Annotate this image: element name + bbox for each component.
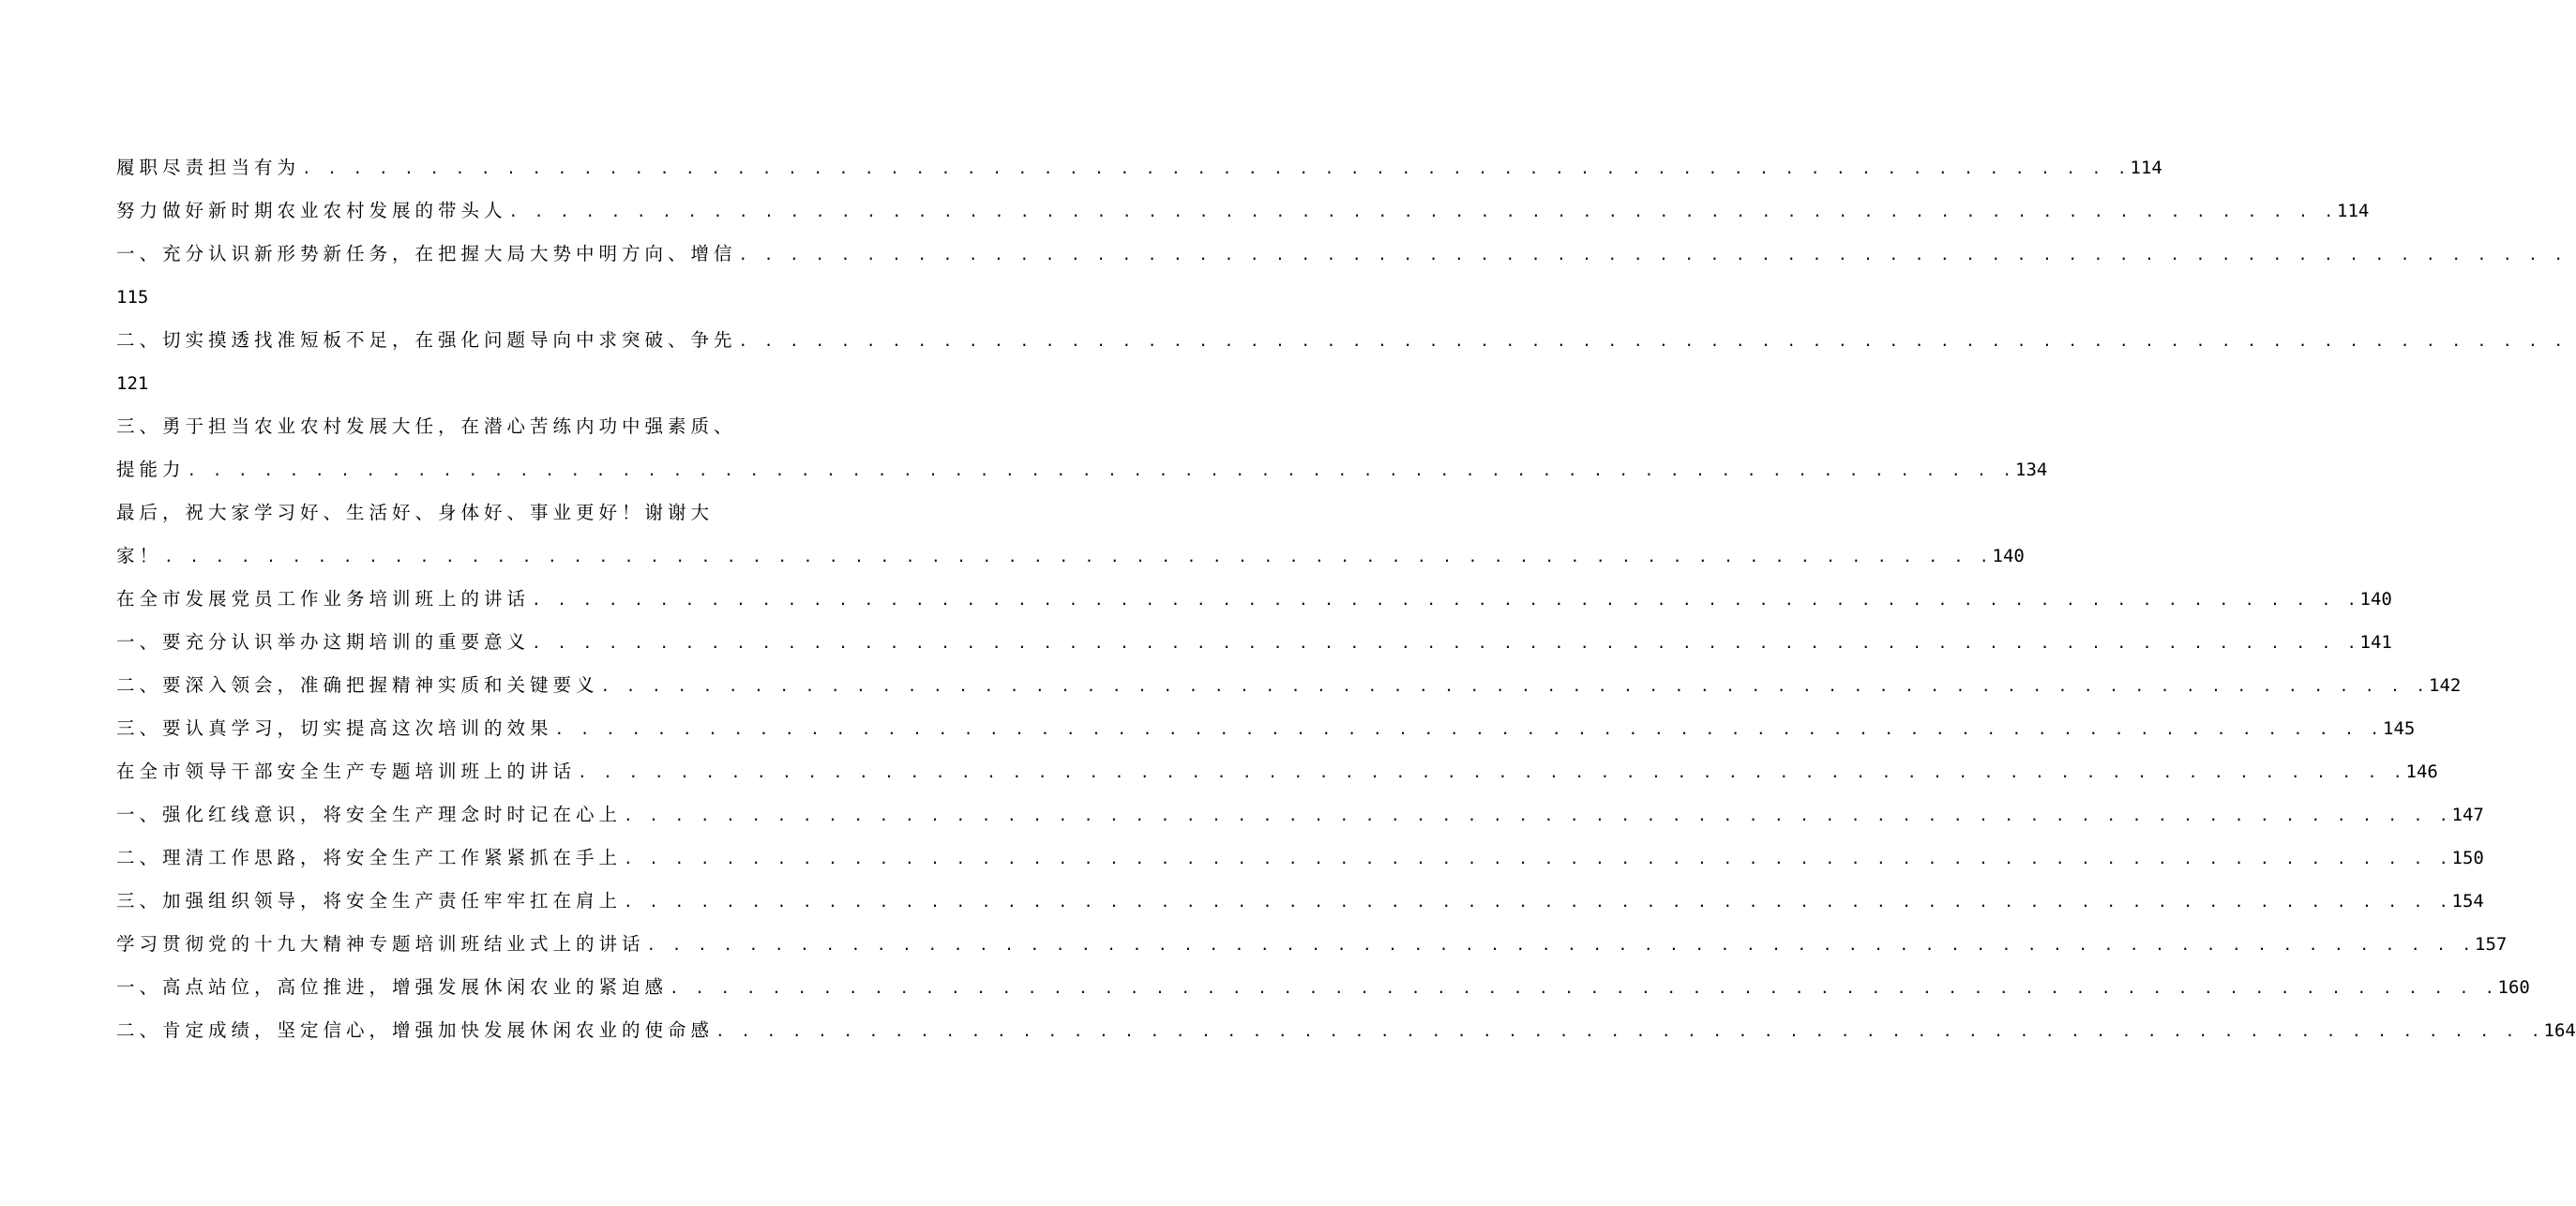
toc-line bbox=[116, 793, 2484, 837]
toc-page-number: 142 bbox=[2429, 675, 2462, 696]
toc-entry[interactable] bbox=[116, 146, 2162, 189]
dot-leader: . . . . . . . . . . . . . . . . . . . . . . . . . . . . . . . . . . . . . . . . . . . . . . . . . . . . . . . . . . . . . . . . . . . . . . . . bbox=[646, 936, 2476, 954]
toc-page-number: 114 bbox=[2130, 158, 2162, 178]
toc-line bbox=[116, 189, 2370, 233]
toc-line bbox=[116, 880, 2484, 923]
toc-line bbox=[116, 923, 2508, 966]
toc-page-number: 121 bbox=[116, 373, 149, 394]
toc-line bbox=[116, 837, 2484, 880]
dot-leader: . . . . . . . . . . . . . . . . . . . . . . . . . . . . . . . . . . . . . . . . . . . . . . . . . . . . . . . . . . . . . . . . . . . . . . . . bbox=[738, 332, 2568, 350]
toc-line bbox=[116, 448, 2048, 491]
toc-entry-title: 二、理清工作思路，将安全生产工作紧紧抓在手上 bbox=[116, 847, 623, 868]
toc-entry-title: 提能力 bbox=[116, 459, 186, 480]
toc-line bbox=[116, 621, 2392, 664]
table-of-contents bbox=[116, 146, 2576, 1052]
toc-entry-title: 家！ bbox=[116, 545, 163, 566]
toc-entry-title: 一、强化红线意识，将安全生产理念时时记在心上 bbox=[116, 804, 623, 825]
dot-leader: . . . . . . . . . . . . . . . . . . . . . . . . . . . . . . . . . . . . . . . . . . . . . . . . . . . . . . . . . . . . . . . . . . . . . . . . bbox=[164, 548, 1993, 565]
dot-leader: . . . . . . . . . . . . . . . . . . . . . . . . . . . . . . . . . . . . . . . . . . . . . . . . . . . . . . . . . . . . . . . . . . . . . . . . bbox=[670, 979, 2498, 997]
toc-entry[interactable] bbox=[116, 491, 2025, 578]
toc-entry[interactable] bbox=[116, 880, 2484, 923]
toc-entry[interactable] bbox=[116, 707, 2416, 750]
toc-entry-title: 一、高点站位，高位推进，增强发展休闲农业的紧迫感 bbox=[116, 976, 669, 998]
dot-leader: . . . . . . . . . . . . . . . . . . . . . . . . . . . . . . . . . . . . . . . . . . . . . . . . . . . . . . . . . . . . . . . . . . . . . . . . bbox=[508, 203, 2338, 220]
dot-leader: . . . . . . . . . . . . . . . . . . . . . . . . . . . . . . . . . . . . . . . . . . . . . . . . . . . . . . . . . . . . . . . . . . . . . . . . bbox=[532, 591, 2360, 609]
toc-entry-title: 三、勇于担当农业农村发展大任，在潜心苦练内功中强素质、 bbox=[116, 415, 737, 437]
toc-page-number: 114 bbox=[2337, 201, 2370, 221]
toc-line bbox=[116, 535, 2025, 578]
toc-line bbox=[116, 664, 2462, 707]
toc-entry-title: 二、切实摸透找准短板不足，在强化问题导向中求突破、争先 bbox=[116, 329, 737, 351]
toc-line bbox=[116, 319, 2568, 362]
toc-entry-title: 三、要认真学习，切实提高这次培训的效果 bbox=[116, 717, 553, 739]
toc-page-number: 160 bbox=[2497, 977, 2530, 998]
toc-entry[interactable] bbox=[116, 837, 2484, 880]
toc-entry[interactable] bbox=[116, 578, 2392, 621]
toc-line bbox=[116, 405, 842, 448]
toc-page-number: 140 bbox=[2359, 589, 2392, 610]
toc-page-number: 141 bbox=[2359, 632, 2392, 653]
toc-entry[interactable] bbox=[116, 750, 2438, 793]
toc-page-number: 150 bbox=[2451, 848, 2484, 868]
toc-page-number: 140 bbox=[1992, 546, 2025, 566]
toc-line bbox=[116, 491, 842, 535]
toc-entry[interactable] bbox=[116, 319, 2568, 405]
toc-line bbox=[116, 233, 2568, 276]
dot-leader: . . . . . . . . . . . . . . . . . . . . . . . . . . . . . . . . . . . . . . . . . . . . . . . . . . . . . . . . . . . . . . . . . . . . . . . . bbox=[532, 634, 2360, 652]
dot-leader: . . . . . . . . . . . . . . . . . . . . . . . . . . . . . . . . . . . . . . . . . . . . . . . . . . . . . . . . . . . . . . . . . . . . . . . . bbox=[600, 677, 2430, 695]
dot-leader: . . . . . . . . . . . . . . . . . . . . . . . . . . . . . . . . . . . . . . . . . . . . . . . . . . . . . . . . . . . . . . . . . . . . . . . . bbox=[578, 763, 2406, 781]
toc-page-number: 154 bbox=[2451, 891, 2484, 912]
toc-entry[interactable] bbox=[116, 923, 2508, 966]
toc-entry[interactable] bbox=[116, 621, 2392, 664]
toc-line bbox=[116, 966, 2530, 1009]
toc-entry-title: 二、要深入领会，准确把握精神实质和关键要义 bbox=[116, 674, 599, 696]
toc-page-number: 145 bbox=[2383, 718, 2416, 739]
toc-entry-title: 在全市领导干部安全生产专题培训班上的讲话 bbox=[116, 761, 577, 782]
toc-entry-title: 一、要充分认识举办这期培训的重要意义 bbox=[116, 631, 531, 653]
toc-line bbox=[116, 750, 2438, 793]
toc-entry-title: 履职尽责担当有为 bbox=[116, 157, 301, 178]
dot-leader: . . . . . . . . . . . . . . . . . . . . . . . . . . . . . . . . . . . . . . . . . . . . . . . . . . . . . . . . . . . . . . . . . . . . . . . . bbox=[624, 893, 2452, 911]
toc-entry-title: 一、充分认识新形势新任务，在把握大局大势中明方向、增信 bbox=[116, 243, 737, 264]
toc-entry-title: 在全市发展党员工作业务培训班上的讲话 bbox=[116, 588, 531, 610]
toc-page-number: 147 bbox=[2451, 805, 2484, 825]
toc-entry-title: 学习贯彻党的十九大精神专题培训班结业式上的讲话 bbox=[116, 933, 645, 955]
toc-entry[interactable] bbox=[116, 793, 2484, 837]
toc-entry[interactable] bbox=[116, 1009, 2576, 1052]
dot-leader: . . . . . . . . . . . . . . . . . . . . . . . . . . . . . . . . . . . . . . . . . . . . . . . . . . . . . . . . . . . . . . . . . . . . . . . . bbox=[302, 159, 2131, 177]
toc-entry-title: 最后，祝大家学习好、生活好、身体好、事业更好！谢谢大 bbox=[116, 502, 715, 523]
dot-leader: . . . . . . . . . . . . . . . . . . . . . . . . . . . . . . . . . . . . . . . . . . . . . . . . . . . . . . . . . . . . . . . . . . . . . . . . bbox=[624, 807, 2452, 824]
toc-entry[interactable] bbox=[116, 233, 2568, 319]
toc-line bbox=[116, 1009, 2576, 1052]
toc-page-number: 164 bbox=[2543, 1020, 2576, 1041]
toc-entry-title: 二、肯定成绩，坚定信心，增强加快发展休闲农业的使命感 bbox=[116, 1019, 715, 1041]
toc-line bbox=[116, 707, 2416, 750]
toc-page-number: 146 bbox=[2405, 761, 2438, 782]
toc-line bbox=[116, 276, 842, 319]
toc-line bbox=[116, 578, 2392, 621]
dot-leader: . . . . . . . . . . . . . . . . . . . . . . . . . . . . . . . . . . . . . . . . . . . . . . . . . . . . . . . . . . . . . . . . . . . . . . . . bbox=[624, 850, 2452, 867]
toc-line bbox=[116, 362, 842, 405]
toc-entry[interactable] bbox=[116, 664, 2462, 707]
dot-leader: . . . . . . . . . . . . . . . . . . . . . . . . . . . . . . . . . . . . . . . . . . . . . . . . . . . . . . . . . . . . . . . . . . . . . . . . bbox=[716, 1022, 2544, 1040]
toc-entry[interactable] bbox=[116, 966, 2530, 1009]
toc-page-number: 134 bbox=[2015, 460, 2048, 480]
dot-leader: . . . . . . . . . . . . . . . . . . . . . . . . . . . . . . . . . . . . . . . . . . . . . . . . . . . . . . . . . . . . . . . . . . . . . . . . bbox=[738, 246, 2568, 264]
dot-leader: . . . . . . . . . . . . . . . . . . . . . . . . . . . . . . . . . . . . . . . . . . . . . . . . . . . . . . . . . . . . . . . . . . . . . . . . bbox=[554, 720, 2384, 738]
dot-leader: . . . . . . . . . . . . . . . . . . . . . . . . . . . . . . . . . . . . . . . . . . . . . . . . . . . . . . . . . . . . . . . . . . . . . . . . bbox=[187, 461, 2016, 479]
toc-entry[interactable] bbox=[116, 405, 2048, 491]
toc-entry-title: 努力做好新时期农业农村发展的带头人 bbox=[116, 200, 507, 221]
toc-line bbox=[116, 146, 2162, 189]
toc-page-number: 157 bbox=[2475, 934, 2508, 955]
toc-entry-title: 三、加强组织领导，将安全生产责任牢牢扛在肩上 bbox=[116, 890, 623, 912]
toc-entry[interactable] bbox=[116, 189, 2370, 233]
toc-page-number: 115 bbox=[116, 287, 149, 308]
